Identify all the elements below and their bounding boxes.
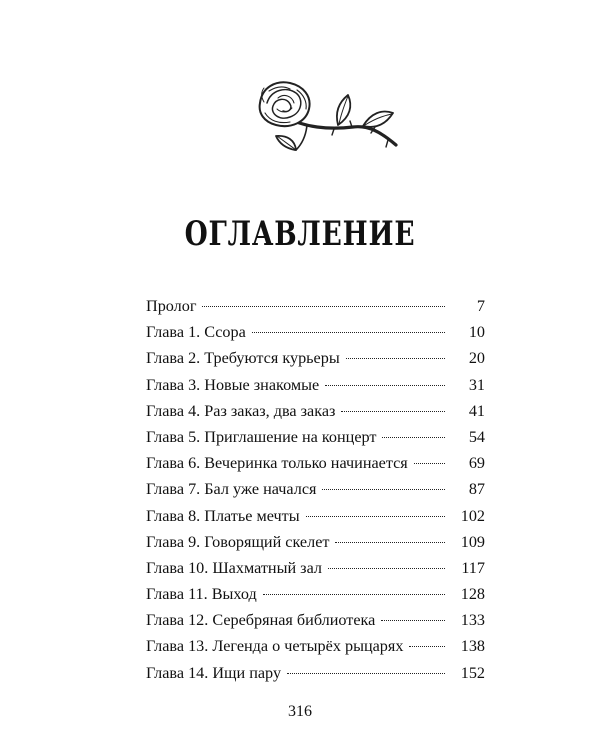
- toc-entry: [146, 633, 485, 659]
- rose-illustration: [252, 78, 402, 164]
- toc-dot-leader: [287, 673, 445, 674]
- toc-dot-leader: [382, 437, 445, 438]
- toc-entry: [146, 607, 485, 633]
- toc-page-number: 128: [460, 585, 485, 604]
- toc-page-number: 10: [468, 323, 485, 342]
- toc-page-number: 41: [468, 401, 485, 420]
- toc-page-number: 138: [460, 637, 485, 656]
- toc-entry: [146, 345, 485, 371]
- toc-page-number: 152: [460, 663, 485, 682]
- toc-page-number: 109: [460, 532, 485, 551]
- toc-page-number: 133: [460, 611, 485, 630]
- toc-entry-title: Глава 9. Говорящий скелет: [146, 532, 330, 551]
- table-of-contents-title: ОГЛАВЛЕНИЕ: [184, 213, 416, 254]
- toc-entry: [146, 660, 485, 686]
- toc-dot-leader: [325, 385, 445, 386]
- toc-dot-leader: [252, 332, 445, 333]
- toc-entry: [146, 319, 485, 345]
- toc-dot-leader: [322, 489, 445, 490]
- toc-entry-title: Глава 2. Требуются курьеры: [146, 349, 340, 368]
- toc-entry: [146, 529, 485, 555]
- toc-entry-title: Глава 12. Серебряная библиотека: [146, 611, 376, 630]
- toc-entry-title: Глава 1. Ссора: [146, 323, 246, 342]
- toc-entry-title: Глава 13. Легенда о четырёх рыцарях: [146, 637, 404, 656]
- toc-entry-title: Глава 6. Вечеринка только начинается: [146, 454, 408, 473]
- toc-entry: [146, 503, 485, 529]
- toc-entry-title: Глава 5. Приглашение на концерт: [146, 427, 377, 446]
- toc-dot-leader: [263, 594, 445, 595]
- toc-page-number: 102: [460, 506, 485, 525]
- toc-page-number: 54: [468, 427, 485, 446]
- toc-page-number: 31: [468, 375, 485, 394]
- table-of-contents: [146, 293, 485, 686]
- toc-page-number: 20: [468, 349, 485, 368]
- toc-page-number: 7: [476, 297, 485, 315]
- page-number: 316: [288, 703, 312, 720]
- toc-entry: [146, 555, 485, 581]
- toc-page-number: 69: [468, 454, 485, 473]
- toc-dot-leader: [381, 620, 445, 621]
- toc-entry: [146, 398, 485, 424]
- toc-entry: [146, 581, 485, 607]
- toc-entry: [146, 476, 485, 502]
- toc-dot-leader: [306, 516, 445, 517]
- toc-entry-title: Глава 11. Выход: [146, 585, 257, 604]
- toc-page-number: 117: [461, 558, 485, 577]
- toc-dot-leader: [409, 646, 445, 647]
- toc-dot-leader: [202, 306, 445, 307]
- toc-entry-title: Глава 8. Платье мечты: [146, 506, 300, 525]
- toc-page-number: 87: [468, 480, 485, 499]
- toc-entry: [146, 450, 485, 476]
- toc-entry-title: Пролог: [146, 297, 197, 315]
- toc-dot-leader: [335, 542, 445, 543]
- toc-entry-title: Глава 3. Новые знакомые: [146, 375, 320, 394]
- toc-dot-leader: [346, 358, 445, 359]
- toc-dot-leader: [341, 411, 445, 412]
- toc-entry-title: Глава 14. Ищи пару: [146, 663, 282, 682]
- toc-dot-leader: [414, 463, 445, 464]
- toc-entry: [146, 424, 485, 450]
- toc-entry-title: Глава 4. Раз заказ, два заказ: [146, 401, 336, 420]
- toc-entry-title: Глава 7. Бал уже начался: [146, 480, 317, 499]
- toc-entry: [146, 293, 485, 319]
- toc-entry: [146, 372, 485, 398]
- toc-entry-title: Глава 10. Шахматный зал: [146, 558, 322, 577]
- toc-dot-leader: [328, 568, 445, 569]
